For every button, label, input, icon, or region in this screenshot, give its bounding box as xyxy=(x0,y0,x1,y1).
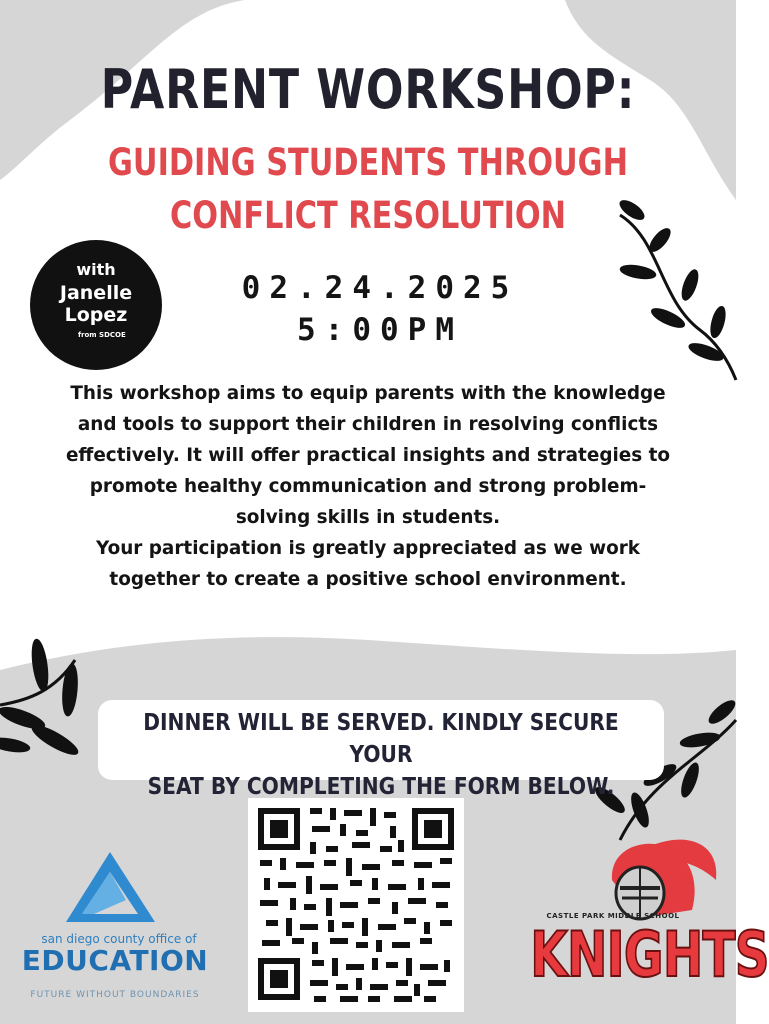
knights-school-name: CASTLE PARK MIDDLE SCHOOL xyxy=(546,912,680,920)
sdcoe-logo-tagline: FUTURE WITHOUT BOUNDARIES xyxy=(30,990,200,1000)
description-line: and tools to support their children in resolving conflicts xyxy=(77,414,659,435)
sdcoe-logo-line-1: san diego county office of xyxy=(41,932,197,946)
presenter-last-name: Lopez xyxy=(64,304,128,326)
description-line: This workshop aims to equip parents with the knowledge xyxy=(70,383,666,404)
page-title: PARENT WORKSHOP: xyxy=(100,58,636,121)
event-date: 02.24.2025 xyxy=(241,270,519,306)
dinner-notice-line: DINNER WILL BE SERVED. KINDLY SECURE YOUR xyxy=(143,708,619,768)
presenter-first-name: Janelle xyxy=(59,282,133,304)
subtitle-line-1: GUIDING STUDENTS THROUGH xyxy=(108,141,628,184)
description-line: Your participation is greatly appreciated as we work xyxy=(95,538,641,559)
event-time: 5:00PM xyxy=(297,312,463,348)
description-line: solving skills in students. xyxy=(235,507,501,528)
sdcoe-logo-education: EDUCATION xyxy=(21,944,209,977)
presenter-affiliation: from SDCOE xyxy=(78,331,126,339)
presenter-badge xyxy=(30,240,162,370)
qr-code xyxy=(248,798,464,1012)
description xyxy=(18,378,718,595)
subtitle-line-2: CONFLICT RESOLUTION xyxy=(169,194,567,237)
description-line: together to create a positive school environment. xyxy=(109,569,627,590)
dinner-notice xyxy=(138,706,625,802)
presenter-with: with xyxy=(76,260,116,279)
description-line: promote healthy communication and strong problem- xyxy=(89,476,647,497)
description-line: effectively. It will offer practical insights and strategies to xyxy=(65,445,671,466)
knights-wordmark: KNIGHTS xyxy=(530,918,769,991)
dinner-notice-line: SEAT BY COMPLETING THE FORM BELOW. xyxy=(147,772,615,800)
